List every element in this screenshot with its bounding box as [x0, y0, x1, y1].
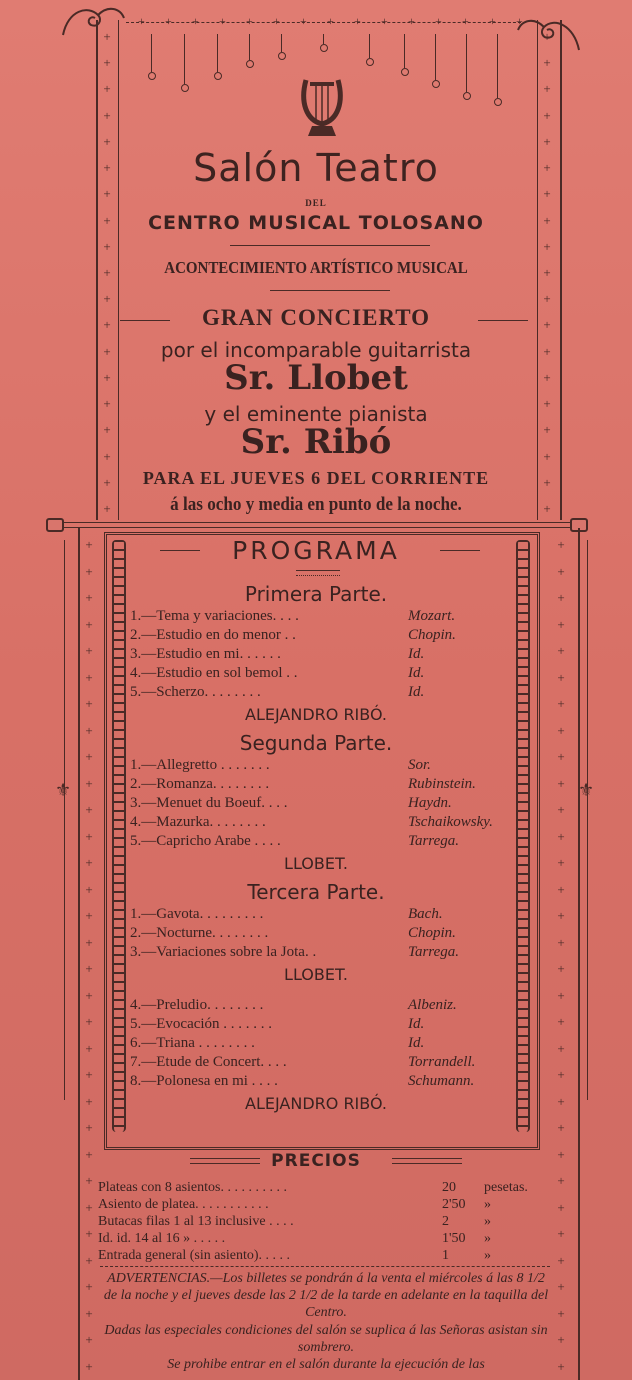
cross-ornament-icon: +	[543, 186, 551, 202]
programa-rule-left	[160, 550, 200, 551]
cross-ornament-icon: +	[103, 500, 111, 516]
cross-ornament-icon: +	[557, 1120, 565, 1136]
cross-ornament-icon: +	[543, 107, 551, 123]
cross-ornament-icon: +	[557, 1226, 565, 1242]
program-item	[130, 997, 530, 1015]
cross-ornament-icon: +	[103, 81, 111, 97]
cross-ornament-icon: +	[103, 160, 111, 176]
cross-ornament-icon: +	[103, 343, 111, 359]
price-unit: »	[484, 1248, 491, 1263]
composer: Tarrega.	[408, 833, 459, 849]
program-item	[130, 944, 530, 962]
cross-ornament-icon: +	[103, 369, 111, 385]
cross-ornament-icon: +	[103, 238, 111, 254]
cross-ornament-icon: +	[327, 14, 334, 28]
cross-ornament-icon: +	[516, 14, 523, 28]
program-item	[130, 833, 530, 851]
cross-ornament-icon: +	[557, 749, 565, 765]
parte-title: Primera Parte.	[244, 582, 388, 606]
composer: Chopin.	[408, 627, 456, 643]
price-row	[98, 1197, 548, 1214]
pendant-bead-icon	[181, 84, 189, 92]
cross-ornament-icon: +	[557, 1305, 565, 1321]
cross-ornament-icon: +	[557, 722, 565, 738]
price-unit: »	[484, 1214, 491, 1229]
cross-ornament-icon: +	[557, 1040, 565, 1056]
cross-ornament-icon: +	[435, 14, 442, 28]
event-subtitle: ACONTECIMIENTO ARTÍSTICO MUSICAL	[164, 258, 468, 277]
part-performer: ALEJANDRO RIBÓ.	[245, 1094, 387, 1113]
program-item	[130, 684, 530, 702]
piece-title: 4.—Preludio. . . . . . . .	[130, 997, 264, 1013]
piece-title: 5.—Scherzo. . . . . . . .	[130, 684, 261, 700]
cross-column-left-bottom	[82, 538, 96, 1373]
pendant-bead-icon	[401, 68, 409, 76]
divider-line	[270, 290, 390, 291]
hanging-line-right	[587, 540, 588, 1100]
cross-ornament-icon: +	[557, 563, 565, 579]
pendant-string	[151, 34, 152, 72]
price-value: 2'50	[442, 1197, 466, 1212]
program-item	[130, 776, 530, 794]
pendant-string	[323, 34, 324, 44]
cross-ornament-icon: +	[557, 669, 565, 685]
cross-ornament-icon: +	[543, 317, 551, 333]
pendant-bead-icon	[246, 60, 254, 68]
cross-ornament-icon: +	[557, 616, 565, 632]
program-item	[130, 1054, 530, 1072]
separator-knob-left	[46, 518, 64, 532]
cross-ornament-icon: +	[103, 212, 111, 228]
composer: Id.	[408, 684, 425, 700]
composer: Id.	[408, 1016, 425, 1032]
society-name: CENTRO MUSICAL TOLOSANO	[148, 212, 484, 234]
cross-ornament-icon: +	[557, 775, 565, 791]
cross-ornament-icon: +	[557, 1067, 565, 1083]
piece-title: 3.—Variaciones sobre la Jota. .	[130, 944, 317, 960]
cross-ornament-icon: +	[543, 343, 551, 359]
piece-title: 8.—Polonesa en mi . . . .	[130, 1073, 278, 1089]
advertencias-entry: Se prohibe entrar en el salón durante la ejecución de las	[167, 1357, 485, 1372]
composer: Id.	[408, 665, 425, 681]
cross-ornament-icon: +	[543, 81, 551, 97]
programa-rule-right	[440, 550, 480, 551]
cross-ornament-icon: +	[543, 448, 551, 464]
fleur-right-icon: ⚜	[578, 780, 595, 800]
cross-ornament-icon: +	[85, 590, 93, 606]
price-label: Entrada general (sin asiento). . . . .	[98, 1248, 291, 1263]
cross-ornament-icon: +	[85, 1226, 93, 1242]
hanging-line-left	[64, 540, 65, 1100]
cross-ornament-icon: +	[543, 396, 551, 412]
chain-left	[112, 540, 126, 1132]
cross-ornament-icon: +	[85, 828, 93, 844]
program-item	[130, 627, 530, 645]
cross-ornament-icon: +	[103, 133, 111, 149]
pendant-bead-icon	[432, 80, 440, 88]
pendant-bead-icon	[463, 92, 471, 100]
cross-ornament-icon: +	[103, 29, 111, 44]
pendant-bead-icon	[214, 72, 222, 80]
cross-ornament-icon: +	[85, 537, 93, 552]
cross-ornament-icon: +	[557, 1093, 565, 1109]
cross-ornament-icon: +	[408, 14, 415, 28]
program-item	[130, 757, 530, 775]
cross-ornament-icon: +	[543, 29, 551, 44]
cross-ornament-icon: +	[489, 14, 496, 28]
pendant-string	[369, 34, 370, 58]
composer: Bach.	[408, 906, 443, 922]
program-item	[130, 925, 530, 943]
cross-ornament-icon: +	[543, 133, 551, 149]
cross-ornament-icon: +	[219, 14, 226, 28]
cross-ornament-icon: +	[103, 186, 111, 202]
piece-title: 5.—Capricho Arabe . . . .	[130, 833, 281, 849]
cross-ornament-icon: +	[557, 934, 565, 950]
cross-ornament-icon: +	[103, 422, 111, 438]
cross-ornament-icon: +	[85, 1358, 93, 1374]
cross-ornament-icon: +	[103, 474, 111, 490]
piece-title: 1.—Tema y variaciones. . . .	[130, 608, 299, 624]
cross-ornament-icon: +	[138, 14, 145, 28]
price-row	[98, 1180, 548, 1197]
parte-title: Segunda Parte.	[239, 731, 393, 755]
price-row	[98, 1214, 548, 1231]
cross-ornament-icon: +	[85, 1067, 93, 1083]
cross-ornament-icon: +	[85, 987, 93, 1003]
cross-ornament-icon: +	[557, 1014, 565, 1030]
price-unit: »	[484, 1231, 491, 1246]
cross-ornament-icon: +	[543, 422, 551, 438]
advertencias-tickets: ADVERTENCIAS.—Los billetes se pondrán á la venta el miércoles á las 8 1/2 de la noche y el jueves desde las 2 1/2 de la tarde en adelante en la taquilla del Centro.	[103, 1271, 549, 1320]
composer: Schumann.	[408, 1073, 475, 1089]
cross-ornament-icon: +	[557, 1279, 565, 1295]
price-label: Asiento de platea. . . . . . . . . . .	[98, 1197, 269, 1212]
cross-ornament-icon: +	[557, 802, 565, 818]
piece-title: 4.—Estudio en sol bemol . .	[130, 665, 298, 681]
cross-ornament-icon: +	[103, 396, 111, 412]
fleur-left-icon: ⚜	[55, 780, 72, 800]
cross-ornament-icon: +	[557, 590, 565, 606]
performer-ribo: Sr. Ribó	[240, 422, 392, 462]
cross-ornament-icon: +	[543, 55, 551, 71]
cross-ornament-icon: +	[85, 1332, 93, 1348]
price-label: Butacas filas 1 al 13 inclusive . . . .	[98, 1214, 294, 1229]
cross-ornament-icon: +	[103, 107, 111, 123]
cross-ornament-icon: +	[85, 1040, 93, 1056]
cross-ornament-icon: +	[543, 500, 551, 516]
composer: Tschaikowsky.	[408, 814, 493, 830]
performer-llobet: Sr. Llobet	[224, 358, 408, 398]
cross-ornament-icon: +	[543, 369, 551, 385]
part-performer: LLOBET.	[284, 965, 348, 984]
cross-ornament-icon: +	[85, 1146, 93, 1162]
price-label: Id. id. 14 al 16 » . . . . .	[98, 1231, 226, 1246]
concert-time: á las ocho y media en punto de la noche.	[170, 494, 462, 515]
program-item	[130, 906, 530, 924]
pendant-string	[497, 34, 498, 98]
program-item	[130, 795, 530, 813]
cross-ornament-icon: +	[192, 14, 199, 28]
pendant-string	[281, 34, 282, 52]
venue-title: Salón Teatro	[193, 146, 439, 190]
cross-ornament-icon: +	[543, 474, 551, 490]
pendant-bead-icon	[320, 44, 328, 52]
programa-flourish	[296, 570, 340, 576]
pendant-string	[466, 34, 467, 92]
price-value: 20	[442, 1180, 456, 1195]
cross-ornament-icon: +	[85, 802, 93, 818]
pendant-bead-icon	[148, 72, 156, 80]
intro-pianist: y el eminente pianista	[204, 402, 428, 426]
price-unit: pesetas.	[484, 1180, 528, 1195]
composer: Id.	[408, 1035, 425, 1051]
cross-ornament-icon: +	[543, 212, 551, 228]
piece-title: 2.—Estudio en do menor . .	[130, 627, 296, 643]
lyre-icon	[296, 72, 348, 140]
piece-title: 5.—Evocación . . . . . . .	[130, 1016, 273, 1032]
piece-title: 6.—Triana . . . . . . . .	[130, 1035, 255, 1051]
piece-title: 2.—Romanza. . . . . . . .	[130, 776, 270, 792]
cross-ornament-icon: +	[300, 14, 307, 28]
cross-ornament-icon: +	[85, 1199, 93, 1215]
composer: Rubinstein.	[408, 776, 476, 792]
cross-ornament-icon: +	[557, 696, 565, 712]
cross-ornament-icon: +	[85, 722, 93, 738]
cross-ornament-icon: +	[85, 908, 93, 924]
composer: Torrandell.	[408, 1054, 476, 1070]
composer: Tarrega.	[408, 944, 459, 960]
program-item	[130, 1035, 530, 1053]
price-row	[98, 1231, 548, 1248]
cross-ornament-icon: +	[543, 291, 551, 307]
cross-ornament-icon: +	[557, 1199, 565, 1215]
cross-ornament-icon: +	[85, 961, 93, 977]
cross-ornament-icon: +	[85, 881, 93, 897]
cross-ornament-icon: +	[557, 961, 565, 977]
composer: Chopin.	[408, 925, 456, 941]
cross-ornament-icon: +	[557, 855, 565, 871]
program-item	[130, 814, 530, 832]
cross-ornament-icon: +	[103, 264, 111, 280]
cross-ornament-icon: +	[85, 1279, 93, 1295]
cross-ornament-icon: +	[85, 934, 93, 950]
price-value: 2	[442, 1214, 449, 1229]
cross-ornament-icon: +	[85, 1252, 93, 1268]
pendant-string	[435, 34, 436, 80]
piece-title: 2.—Nocturne. . . . . . . .	[130, 925, 269, 941]
cross-ornament-icon: +	[381, 14, 388, 28]
cross-ornament-icon: +	[354, 14, 361, 28]
cross-ornament-icon: +	[557, 987, 565, 1003]
cross-ornament-icon: +	[557, 1358, 565, 1374]
cross-ornament-icon: +	[85, 1120, 93, 1136]
cross-ornament-icon: +	[85, 563, 93, 579]
advertencias-rule	[100, 1266, 550, 1268]
cross-ornament-icon: +	[557, 1173, 565, 1189]
price-unit: »	[484, 1197, 491, 1212]
cross-ornament-icon: +	[543, 264, 551, 280]
cross-ornament-icon: +	[557, 828, 565, 844]
pendant-bead-icon	[278, 52, 286, 60]
pendant-bead-icon	[494, 98, 502, 106]
cross-ornament-icon: +	[103, 317, 111, 333]
parte-title: Tercera Parte.	[247, 880, 385, 904]
piece-title: 4.—Mazurka. . . . . . . .	[130, 814, 266, 830]
price-value: 1'50	[442, 1231, 466, 1246]
part-performer: LLOBET.	[284, 854, 348, 873]
pendant-string	[184, 34, 185, 84]
cross-ornament-icon: +	[85, 1093, 93, 1109]
program-item	[130, 608, 530, 626]
program-item	[130, 1073, 530, 1091]
composer: Mozart.	[408, 608, 456, 624]
cross-ornament-icon: +	[85, 1305, 93, 1321]
cross-ornament-icon: +	[543, 238, 551, 254]
composer: Sor.	[408, 757, 431, 773]
pendant-string	[249, 34, 250, 60]
pendant-string	[217, 34, 218, 72]
piece-title: 1.—Allegretto . . . . . . .	[130, 757, 270, 773]
cross-ornament-icon: +	[103, 291, 111, 307]
concert-date: PARA EL JUEVES 6 DEL CORRIENTE	[142, 468, 490, 488]
cross-ornament-icon: +	[273, 14, 280, 28]
cross-ornament-icon: +	[557, 1332, 565, 1348]
cross-ornament-icon: +	[165, 14, 172, 28]
composer: Id.	[408, 646, 425, 662]
program-item	[130, 665, 530, 683]
cross-ornament-icon: +	[246, 14, 253, 28]
price-label: Plateas con 8 asientos. . . . . . . . . .	[98, 1180, 287, 1195]
composer: Albeniz.	[408, 997, 457, 1013]
cross-ornament-icon: +	[85, 749, 93, 765]
piece-title: 1.—Gavota. . . . . . . . .	[130, 906, 264, 922]
precios-title: PRECIOS	[271, 1151, 361, 1171]
cross-ornament-icon: +	[85, 643, 93, 659]
cross-ornament-icon: +	[557, 643, 565, 659]
piece-title: 3.—Menuet du Boeuf. . . .	[130, 795, 288, 811]
cross-ornament-icon: +	[557, 537, 565, 552]
cross-ornament-icon: +	[85, 1173, 93, 1189]
cross-ornament-icon: +	[462, 14, 469, 28]
program-item	[130, 646, 530, 664]
cross-ornament-icon: +	[85, 1014, 93, 1030]
price-value: 1	[442, 1248, 449, 1263]
programa-title: PROGRAMA	[232, 536, 400, 565]
pendant-string	[404, 34, 405, 68]
cross-ornament-icon: +	[557, 1252, 565, 1268]
venue-del: DEL	[305, 198, 327, 208]
cross-ornament-icon: +	[85, 855, 93, 871]
composer: Haydn.	[408, 795, 452, 811]
cross-ornament-icon: +	[543, 160, 551, 176]
cross-column-right-bottom	[554, 538, 568, 1373]
piece-title: 3.—Estudio en mi. . . . . .	[130, 646, 281, 662]
cross-ornament-icon: +	[557, 1146, 565, 1162]
price-row	[98, 1248, 548, 1265]
cross-ornament-icon: +	[85, 696, 93, 712]
intro-guitarist: por el incomparable guitarrista	[160, 338, 472, 362]
program-item	[130, 1016, 530, 1034]
piece-title: 7.—Etude de Concert. . . .	[130, 1054, 287, 1070]
cross-ornament-icon: +	[103, 55, 111, 71]
divider-line	[230, 245, 430, 246]
cross-ornament-icon: +	[557, 908, 565, 924]
cross-ornament-icon: +	[103, 448, 111, 464]
part-performer: ALEJANDRO RIBÓ.	[245, 705, 387, 724]
advertencias-hats: Dadas las especiales condiciones del salón se suplica á las Señoras asistan sin sombrero.	[104, 1323, 548, 1355]
cross-ornament-icon: +	[85, 616, 93, 632]
pendant-bead-icon	[366, 58, 374, 66]
concert-heading: GRAN CONCIERTO	[201, 305, 431, 330]
cross-ornament-icon: +	[85, 669, 93, 685]
cross-ornament-icon: +	[85, 775, 93, 791]
cross-ornament-icon: +	[557, 881, 565, 897]
